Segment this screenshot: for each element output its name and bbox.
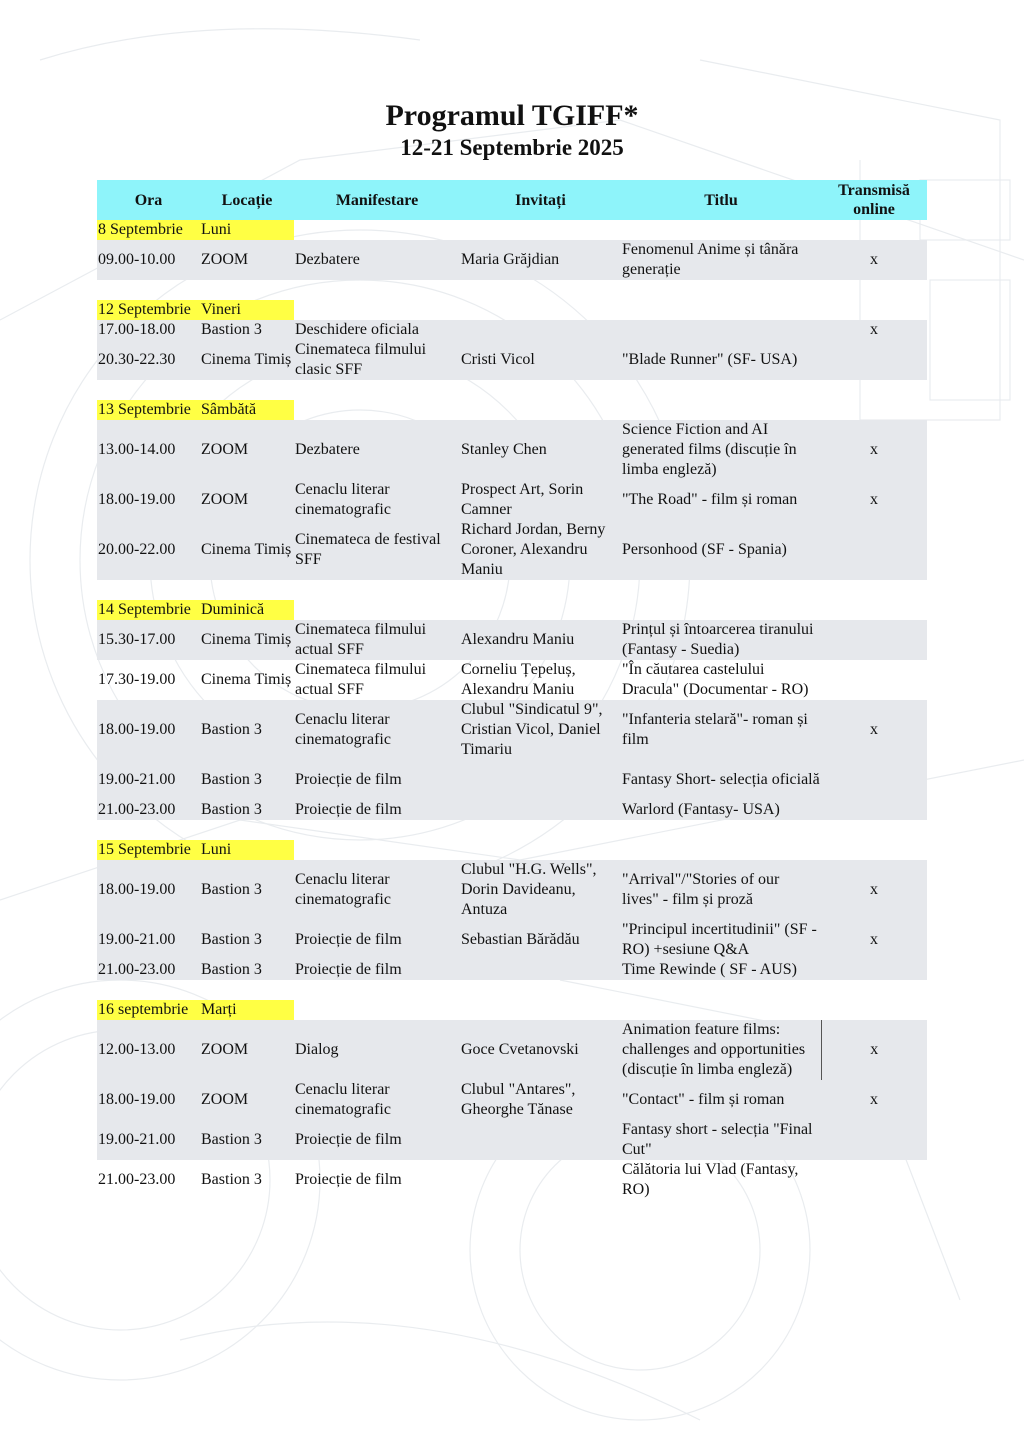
event-type: Cinemateca filmului clasic SFF: [294, 340, 460, 380]
event-location: Bastion 3: [200, 1120, 294, 1160]
day-date: 13 Septembrie: [97, 400, 200, 420]
event-time: 19.00-21.00: [97, 760, 200, 800]
event-title: "Contact" - film și roman: [621, 1080, 821, 1120]
page-title: Programul TGIFF*: [385, 99, 639, 132]
spacer-cell: [97, 580, 927, 600]
event-location: ZOOM: [200, 1020, 294, 1080]
event-type: Proiecție de film: [294, 960, 460, 980]
day-date: 16 septembrie: [97, 1000, 200, 1020]
event-time: 17.00-18.00: [97, 320, 200, 340]
day-header-row: [97, 1000, 927, 1020]
event-online-mark: [821, 1160, 927, 1200]
schedule-body: [97, 220, 927, 1200]
event-online-mark: x: [821, 860, 927, 920]
event-location: Bastion 3: [200, 760, 294, 800]
event-time: 18.00-19.00: [97, 480, 200, 520]
event-row: [97, 420, 927, 480]
event-location: Cinema Timiș: [201, 671, 292, 688]
event-guests: Stanley Chen: [460, 420, 621, 480]
event-time: 17.30-19.00: [98, 671, 176, 688]
event-guests: Clubul "Sindicatul 9", Cristian Vicol, Daniel Timariu: [460, 700, 621, 760]
event-time: 12.00-13.00: [97, 1020, 200, 1080]
event-row: [97, 960, 927, 980]
event-guests: [460, 760, 621, 800]
event-time: 21.00-23.00: [97, 960, 200, 980]
event-online-mark: x: [821, 700, 927, 760]
event-row: [97, 620, 927, 660]
day-weekday: Luni: [200, 840, 294, 860]
event-type: Proiecție de film: [294, 800, 460, 820]
event-row: [97, 860, 927, 920]
day-spacer: [97, 280, 927, 300]
event-row: [97, 480, 927, 520]
event-location: Cinema Timiș: [200, 340, 294, 380]
event-guests: [460, 1120, 621, 1160]
event-guests: Alexandru Maniu: [460, 620, 621, 660]
event-location: ZOOM: [200, 240, 294, 280]
event-row: [97, 800, 927, 820]
event-online-mark: [821, 520, 927, 580]
event-guests: Sebastian Bărădău: [460, 920, 621, 960]
col-header-ora: Ora: [97, 180, 200, 220]
header-row: [97, 180, 927, 220]
day-header-row: [97, 600, 927, 620]
event-title: "Arrival"/"Stories of our lives" - film și proză: [621, 860, 821, 920]
event-location: Bastion 3: [200, 920, 294, 960]
event-guests: Corneliu Țepeluș, Alexandru Maniu: [461, 661, 576, 698]
event-location: Bastion 3: [200, 800, 294, 820]
day-date: 12 Septembrie: [97, 300, 200, 320]
event-title: "The Road" - film și roman: [621, 480, 821, 520]
event-title: Călătoria lui Vlad (Fantasy, RO): [622, 1161, 799, 1198]
event-online-mark: [821, 620, 927, 660]
event-online-mark: x: [821, 420, 927, 480]
event-title: Fenomenul Anime și tânăra generație: [621, 240, 821, 280]
spacer-cell: [97, 380, 927, 400]
event-type: Cenaclu literar cinematografic: [294, 700, 460, 760]
event-guests: Richard Jordan, Berny Coroner, Alexandru Maniu: [460, 520, 621, 580]
event-type: Proiecție de film: [295, 1171, 402, 1188]
event-location: Cinema Timiș: [200, 520, 294, 580]
event-guests: Clubul "Antares", Gheorghe Tănase: [460, 1080, 621, 1120]
event-title: "Principul incertitudinii" (SF - RO) +sesiune Q&A: [621, 920, 821, 960]
event-online-mark: x: [821, 1020, 927, 1080]
event-row: [97, 1120, 927, 1160]
event-type: Cinemateca de festival SFF: [294, 520, 460, 580]
day-date: 15 Septembrie: [97, 840, 200, 860]
day-header-row: [97, 300, 927, 320]
day-header-empty: [294, 400, 927, 420]
day-spacer: [97, 820, 927, 840]
col-header-locatie: Locație: [200, 180, 294, 220]
event-title: Warlord (Fantasy- USA): [621, 800, 821, 820]
event-row: [97, 700, 927, 760]
event-time: 20.00-22.00: [97, 520, 200, 580]
event-online-mark: x: [821, 920, 927, 960]
event-guests: Maria Grăjdian: [460, 240, 621, 280]
page-subtitle: 12-21 Septembrie 2025: [400, 135, 624, 160]
event-row: [97, 660, 927, 700]
event-title: Time Rewinde ( SF - AUS): [621, 960, 821, 980]
event-type: Cinemateca filmului actual SFF: [294, 620, 460, 660]
event-type: Deschidere oficiala: [294, 320, 460, 340]
event-time: 21.00-23.00: [97, 800, 200, 820]
event-row: [97, 320, 927, 340]
event-time: 20.30-22.30: [97, 340, 200, 380]
event-row: [97, 1160, 927, 1200]
event-type: Dialog: [294, 1020, 460, 1080]
event-guests: [460, 800, 621, 820]
event-title: [621, 320, 821, 340]
event-type: Proiecție de film: [294, 920, 460, 960]
event-row: [97, 920, 927, 960]
col-header-titlu: Titlu: [621, 180, 821, 220]
event-guests: [460, 960, 621, 980]
day-weekday: Duminică: [200, 600, 294, 620]
spacer-cell: [97, 980, 927, 1000]
event-type: Cenaclu literar cinematografic: [294, 480, 460, 520]
event-type: Dezbatere: [294, 420, 460, 480]
event-type: Cenaclu literar cinematografic: [294, 1080, 460, 1120]
event-type: Cinemateca filmului actual SFF: [295, 661, 427, 698]
event-title: Fantasy short - selecția "Final Cut": [621, 1120, 821, 1160]
day-spacer: [97, 380, 927, 400]
event-online-mark: x: [821, 320, 927, 340]
event-row: [97, 760, 927, 800]
event-row: [97, 1080, 927, 1120]
event-time: 21.00-23.00: [98, 1171, 176, 1188]
day-weekday: Marți: [200, 1000, 294, 1020]
event-title: "Infanteria stelară"- roman și film: [621, 700, 821, 760]
col-header-invitati: Invitați: [460, 180, 621, 220]
event-title: "Blade Runner" (SF- USA): [621, 340, 821, 380]
event-location: Bastion 3: [200, 700, 294, 760]
day-header-row: [97, 220, 927, 240]
event-title: Animation feature films: challenges and opportunities (discuție în limba engleză): [621, 1020, 821, 1080]
event-type: Dezbatere: [294, 240, 460, 280]
event-online-mark: [821, 340, 927, 380]
event-guests: [460, 1160, 621, 1200]
event-guests: Goce Cvetanovski: [460, 1020, 621, 1080]
event-location: Bastion 3: [200, 960, 294, 980]
event-time: 18.00-19.00: [97, 700, 200, 760]
event-guests: Cristi Vicol: [460, 340, 621, 380]
col-header-manifestare: Manifestare: [294, 180, 460, 220]
spacer-cell: [97, 280, 927, 300]
event-location: ZOOM: [200, 420, 294, 480]
day-weekday: Sâmbătă: [200, 400, 294, 420]
event-time: 19.00-21.00: [97, 920, 200, 960]
event-time: 15.30-17.00: [97, 620, 200, 660]
event-location: Bastion 3: [200, 320, 294, 340]
event-time: 18.00-19.00: [97, 1080, 200, 1120]
event-online-mark: x: [821, 480, 927, 520]
event-online-mark: [821, 1120, 927, 1160]
event-location: ZOOM: [200, 480, 294, 520]
day-date: 14 Septembrie: [97, 600, 200, 620]
event-location: Bastion 3: [201, 1171, 262, 1188]
col-header-transmisa: Transmisă online: [821, 180, 927, 220]
event-time: 09.00-10.00: [97, 240, 200, 280]
event-online-mark: [821, 660, 927, 700]
event-row: [97, 340, 927, 380]
event-online-mark: [821, 760, 927, 800]
event-online-mark: x: [821, 1080, 927, 1120]
day-header-empty: [294, 600, 927, 620]
event-title: Fantasy Short- selecția oficială: [621, 760, 821, 800]
event-title: Personhood (SF - Spania): [621, 520, 821, 580]
event-type: Proiecție de film: [294, 1120, 460, 1160]
day-header-empty: [294, 300, 927, 320]
day-spacer: [97, 980, 927, 1000]
day-weekday: Vineri: [200, 300, 294, 320]
event-location: Cinema Timiș: [200, 620, 294, 660]
day-header-row: [97, 840, 927, 860]
event-title: Science Fiction and AI generated films (discuție în limba engleză): [621, 420, 821, 480]
event-online-mark: [821, 960, 927, 980]
event-type: Proiecție de film: [294, 760, 460, 800]
event-title: "În căutarea castelului Dracula" (Documentar - RO): [622, 661, 809, 698]
day-header-empty: [294, 1000, 927, 1020]
day-weekday: Luni: [200, 220, 294, 240]
spacer-cell: [97, 820, 927, 840]
event-location: Bastion 3: [200, 860, 294, 920]
event-location: ZOOM: [200, 1080, 294, 1120]
day-header-row: [97, 400, 927, 420]
day-header-empty: [294, 840, 927, 860]
day-header-empty: [294, 220, 927, 240]
event-guests: Prospect Art, Sorin Camner: [460, 480, 621, 520]
event-online-mark: x: [821, 240, 927, 280]
event-time: 19.00-21.00: [97, 1120, 200, 1160]
event-row: [97, 240, 927, 280]
event-online-mark: [821, 800, 927, 820]
event-title: Prințul și întoarcerea tiranului (Fantasy - Suedia): [621, 620, 821, 660]
event-row: [97, 520, 927, 580]
day-spacer: [97, 580, 927, 600]
day-date: 8 Septembrie: [97, 220, 200, 240]
schedule-table: [97, 180, 927, 1200]
event-row: [97, 1020, 927, 1080]
event-guests: Clubul "H.G. Wells", Dorin Davideanu, Antuza: [460, 860, 621, 920]
event-time: 18.00-19.00: [97, 860, 200, 920]
event-guests: [460, 320, 621, 340]
event-time: 13.00-14.00: [97, 420, 200, 480]
event-type: Cenaclu literar cinematografic: [294, 860, 460, 920]
